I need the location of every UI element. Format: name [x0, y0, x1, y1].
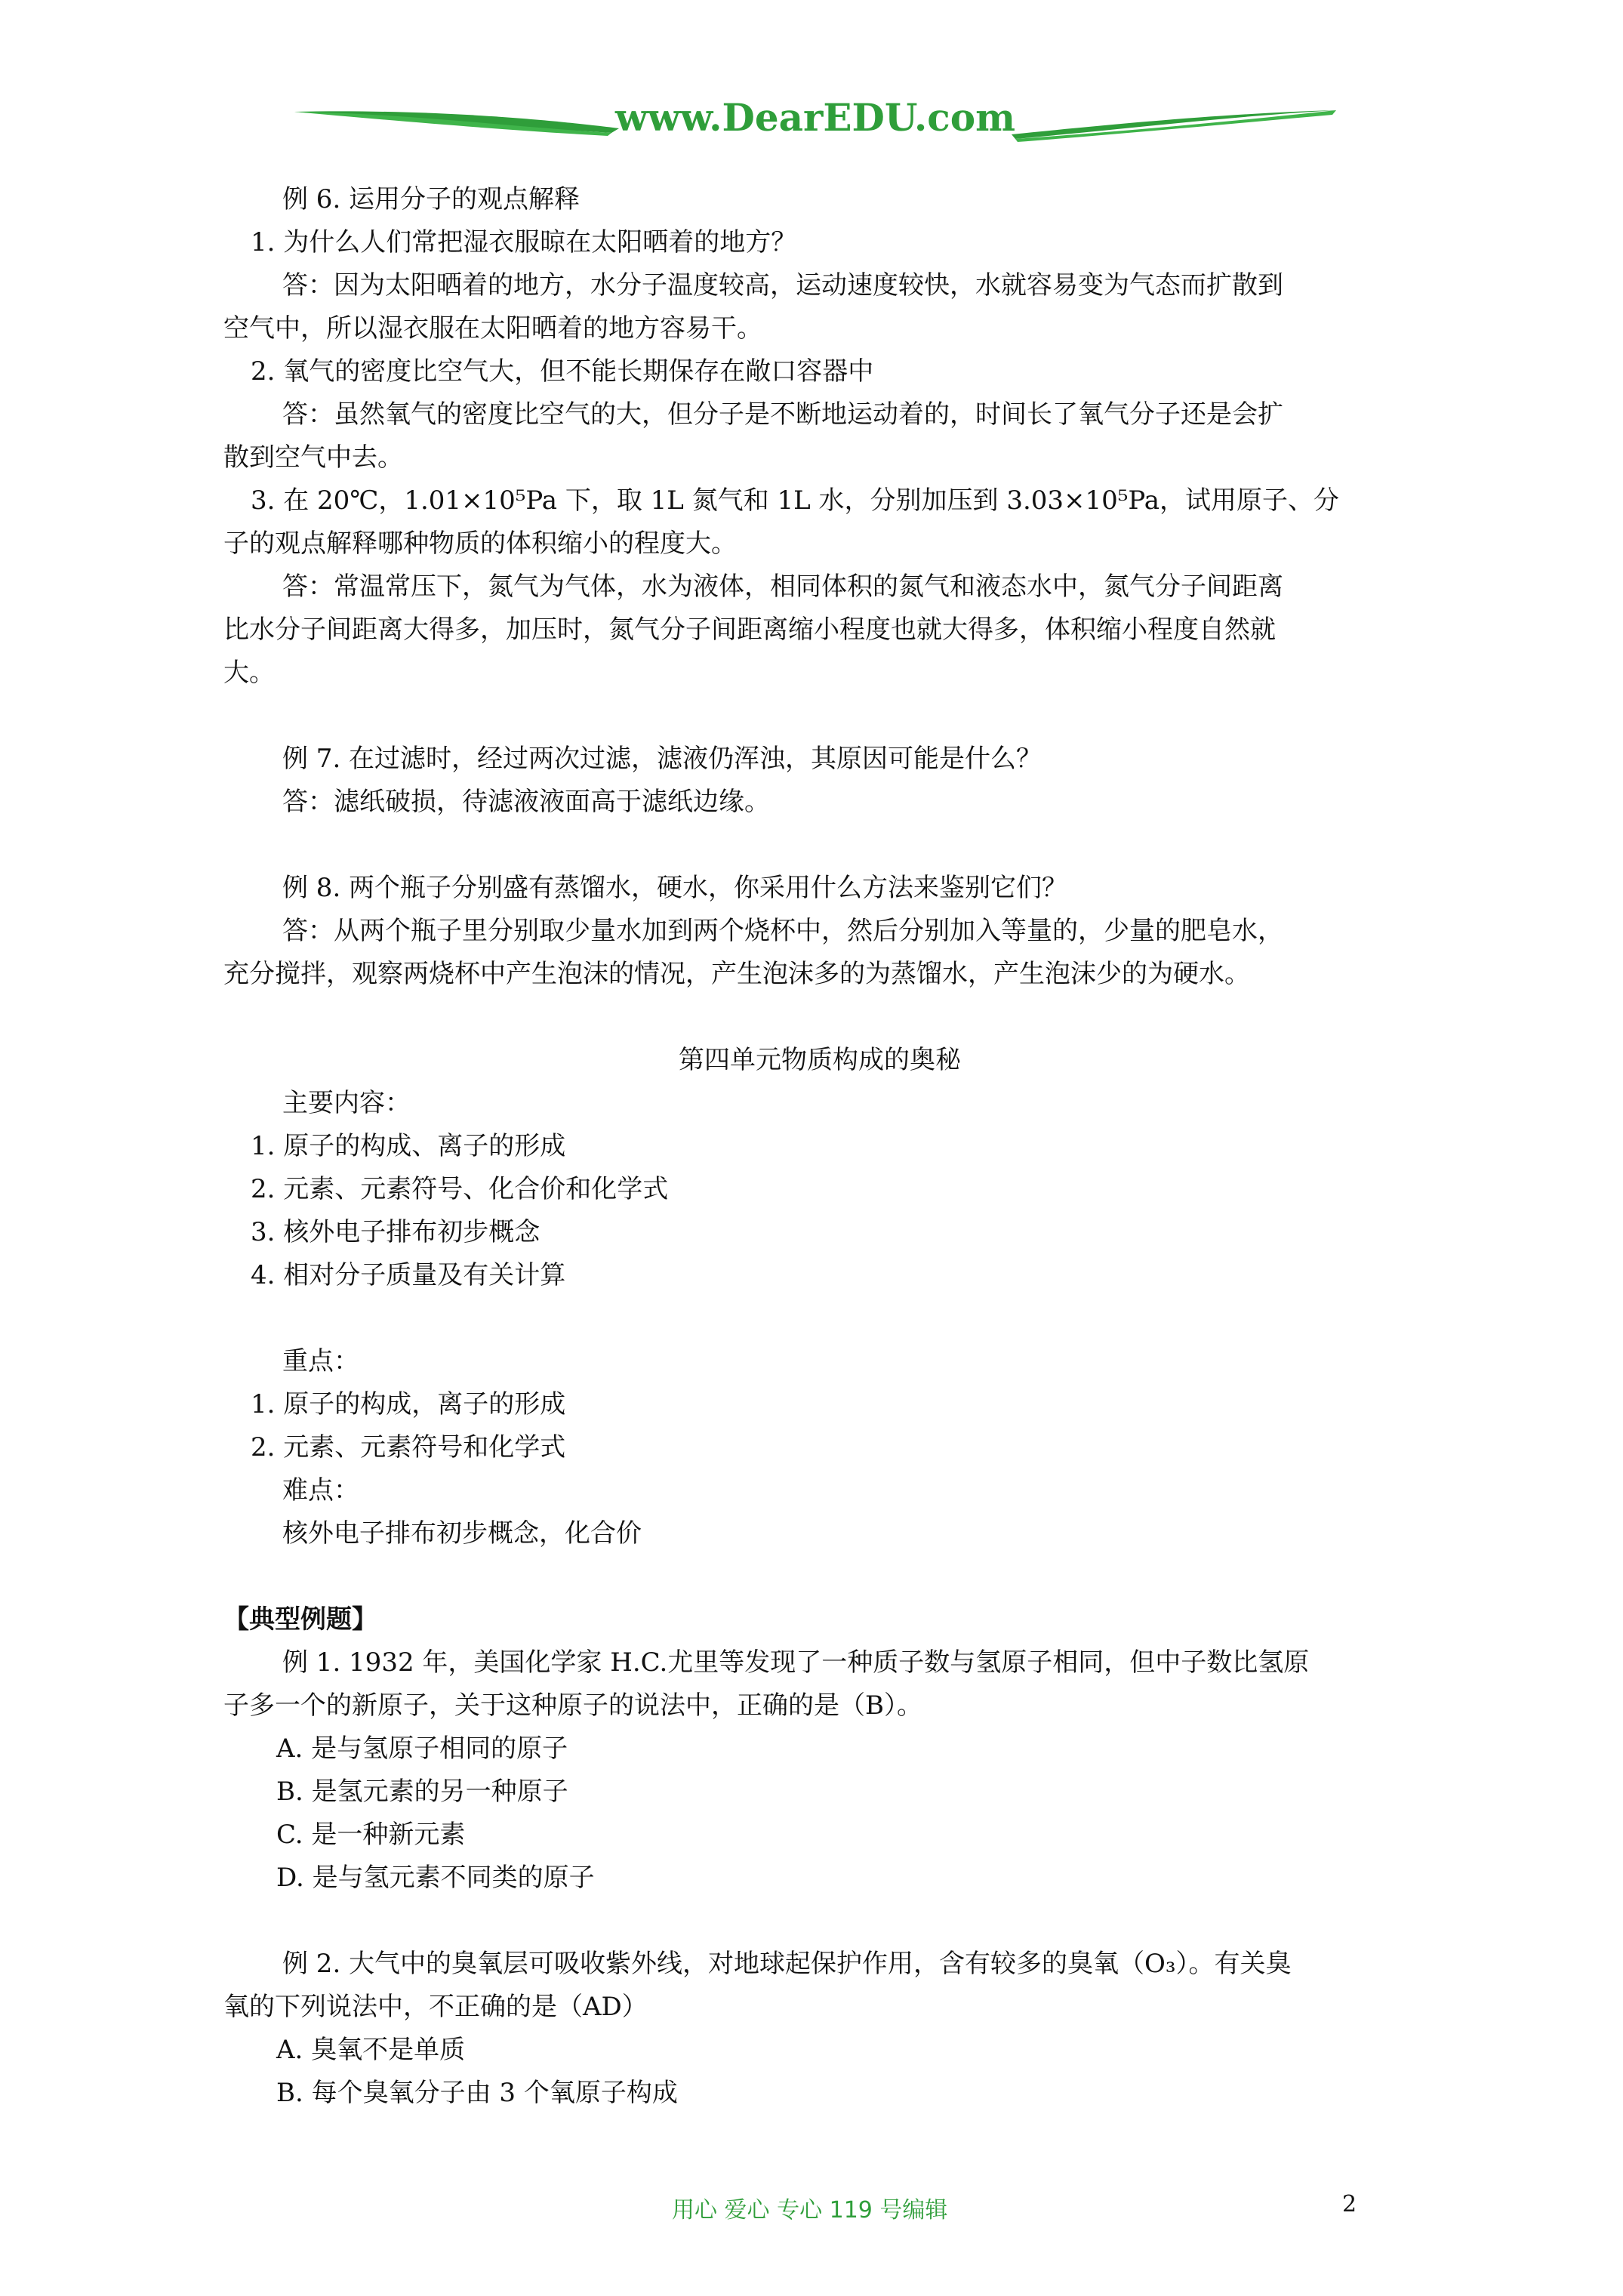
text-line: 难点：	[282, 1475, 359, 1505]
text-line: 1. 原子的构成，离子的形成	[251, 1389, 566, 1419]
text-line: A. 是与氢原子相同的原子	[276, 1734, 568, 1764]
text-line: 重点：	[282, 1346, 359, 1376]
text-line: 例 7. 在过滤时，经过两次过滤，滤液仍浑浊，其原因可能是什么？	[282, 744, 1042, 774]
footer-text: 用心 爱心 专心 119 号编辑	[672, 2197, 948, 2224]
text-line: 2. 氧气的密度比空气大，但不能长期保存在敞口容器中	[251, 356, 874, 387]
text-line: 答：虽然氧气的密度比空气的大，但分子是不断地运动着的，时间长了氧气分子还是会扩	[282, 399, 1283, 430]
text-line: 散到空气中去。	[223, 442, 403, 473]
blank-line	[223, 1900, 1416, 1943]
text-line: 2. 元素、元素符号、化合价和化学式	[251, 1174, 669, 1204]
text-line: 核外电子排布初步概念，化合价	[282, 1518, 642, 1549]
text-line: 【典型例题】	[223, 1604, 377, 1635]
text-line: 3. 在 20℃，1.01×10⁵Pa 下，取 1L 氮气和 1L 水，分别加压到 3.03×10⁵Pa，试用原子、分	[251, 485, 1340, 516]
text-line: 例 6. 运用分子的观点解释	[282, 184, 581, 214]
blank-line	[223, 824, 1416, 867]
text-line: B. 每个臭氧分子由 3 个氧原子构成	[276, 2078, 678, 2108]
text-line: A. 臭氧不是单质	[276, 2035, 466, 2065]
blank-line	[223, 1555, 1416, 1598]
text-line: 2. 元素、元素符号和化学式	[251, 1432, 566, 1462]
text-line: 答：因为太阳晒着的地方，水分子温度较高，运动速度较快，水就容易变为气态而扩散到	[282, 270, 1283, 300]
page-footer	[0, 2191, 1623, 2229]
text-line: 3. 核外电子排布初步概念	[251, 1217, 540, 1247]
text-line: 例 1. 1932 年，美国化学家 H.C.尤里等发现了一种质子数与氢原子相同，但中子数比氢原	[282, 1647, 1310, 1678]
blank-line	[223, 1297, 1416, 1340]
text-line: 1. 原子的构成、离子的形成	[251, 1131, 566, 1161]
text-line: 答：常温常压下，氮气为气体，水为液体，相同体积的氮气和液态水中，氮气分子间距离	[282, 572, 1283, 602]
text-line: 1. 为什么人们常把湿衣服晾在太阳晒着的地方？	[251, 227, 797, 257]
text-line: 大。	[223, 658, 275, 688]
text-line: 例 8. 两个瓶子分别盛有蒸馏水，硬水，你采用什么方法来鉴别它们？	[282, 873, 1068, 903]
text-line: 氧的下列说法中，不正确的是（AD）	[223, 1992, 648, 2022]
text-line: C. 是一种新元素	[276, 1820, 466, 1850]
document-body	[223, 178, 1416, 2115]
text-line: B. 是氢元素的另一种原子	[276, 1777, 568, 1807]
blank-line	[223, 695, 1416, 738]
site-logo: www.DearEDU.com	[614, 95, 1015, 140]
blank-line	[223, 996, 1416, 1039]
text-line: 例 2. 大气中的臭氧层可吸收紫外线，对地球起保护作用，含有较多的臭氧（O₃）。有关臭	[282, 1949, 1292, 1979]
text-line: 子的观点解释哪种物质的体积缩小的程度大。	[223, 529, 737, 559]
text-line: 比水分子间距离大得多，加压时，氮气分子间距离缩小程度也就大得多，体积缩小程度自然就	[223, 615, 1276, 645]
text-line: D. 是与氢元素不同类的原子	[276, 1863, 595, 1893]
text-line: 空气中，所以湿衣服在太阳晒着的地方容易干。	[223, 313, 762, 344]
text-line: 4. 相对分子质量及有关计算	[251, 1260, 566, 1290]
text-line: 充分搅拌，观察两烧杯中产生泡沫的情况，产生泡沫多的为蒸馏水，产生泡沫少的为硬水。	[223, 959, 1250, 989]
text-line: 主要内容：	[282, 1088, 411, 1118]
text-line: 子多一个的新原子，关于这种原子的说法中，正确的是（B）。	[223, 1690, 922, 1721]
text-line: 答：滤纸破损，待滤液液面高于滤纸边缘。	[282, 787, 770, 817]
page-number: 2	[1342, 2191, 1357, 2217]
page-header	[287, 91, 1344, 159]
text-line: 第四单元物质构成的奥秘	[679, 1045, 961, 1075]
text-line: 答：从两个瓶子里分别取少量水加到两个烧杯中，然后分别加入等量的，少量的肥皂水，	[282, 916, 1283, 946]
